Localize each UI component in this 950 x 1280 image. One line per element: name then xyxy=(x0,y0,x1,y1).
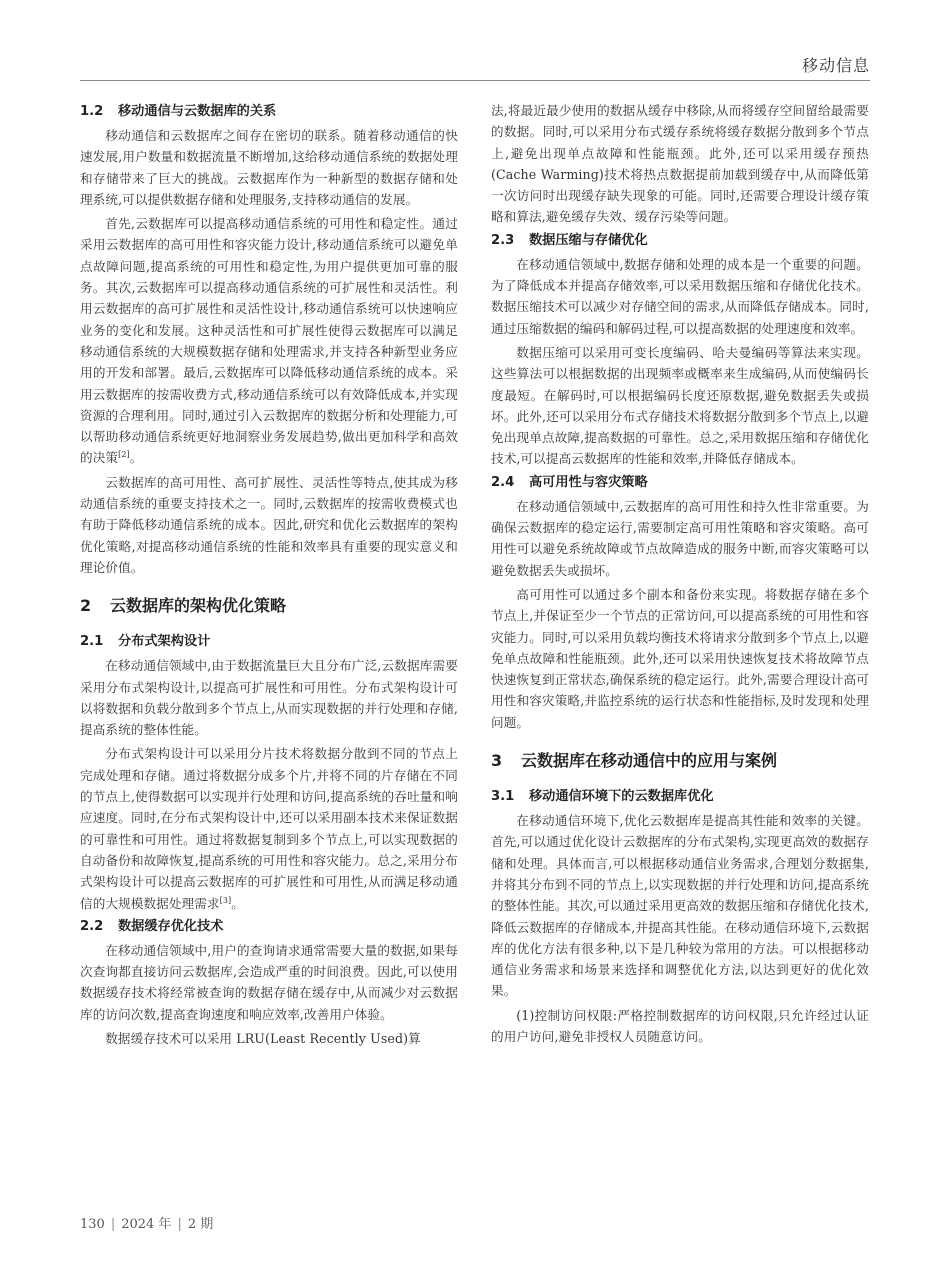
section-number: 2.3 xyxy=(491,232,515,248)
left-column xyxy=(80,100,458,1052)
section-heading-2 xyxy=(80,594,458,618)
paragraph: 在移动通信领域中,由于数据流量巨大且分布广泛,云数据库需要采用分布式架构设计,以提高可扩展性和可用性。分布式架构设计可以将数据和负载分散到多个节点上,从而实现数据的并行处理和存储,提高系统的整体性能。 xyxy=(80,658,458,738)
separator: | xyxy=(110,1217,116,1232)
footer-issue: 2 期 xyxy=(187,1217,214,1232)
section-number: 2 xyxy=(80,596,92,616)
section-number: 3 xyxy=(491,751,503,771)
paragraph: 云数据库的高可用性、高可扩展性、灵活性等特点,使其成为移动通信系统的重要支持技术之一。同时,云数据库的按需收费模式也有助于降低移动通信系统的成本。因此,研究和优化云数据库的架构优化策略,对提高移动通信系统的性能和效率具有重要的现实意义和理论价值。 xyxy=(80,474,458,575)
section-title: 云数据库在移动通信中的应用与案例 xyxy=(521,751,778,771)
paragraph-text: 分布式架构设计可以采用分片技术将数据分散到不同的节点上完成处理和存储。通过将数据分成多个片,并将不同的片存储在不同的节点上,使得数据可以实现并行处理和访问,提高系统的吞吐量和响应速度。同时,在分布式架构设计中,还可以采用副本技术来保证数据的可靠性和可用性。通过将数据复制到多个节点上,可以实现数据的自动备份和故障恢复,提高系统的可用性和容灾能力。总之,采用分布式架构设计可以提高云数据库的可扩展性和可用性,从而满足移动通信的大规模数据处理需求 xyxy=(80,746,458,911)
page-footer xyxy=(80,1213,213,1232)
section-heading-2-3 xyxy=(491,231,869,251)
section-title: 分布式架构设计 xyxy=(118,634,211,650)
section-title: 云数据库的架构优化策略 xyxy=(110,596,287,616)
section-heading-3-1 xyxy=(491,787,869,807)
page-number: 130 xyxy=(80,1217,105,1232)
citation: [2] xyxy=(118,450,130,460)
paragraph: 移动通信和云数据库之间存在密切的联系。随着移动通信的快速发展,用户数量和数据流量不断增加,这给移动通信系统的数据处理和存储带来了巨大的挑战。云数据库作为一种新型的数据存储和处理系统,可以提供数据存储和处理服务,支持移动通信的发展。 xyxy=(80,128,458,207)
paragraph: 在移动通信领域中,云数据库的高可用性和持久性非常重要。为确保云数据库的稳定运行,需要制定高可用性策略和容灾策略。高可用性可以避免系统故障或节点故障造成的服务中断,而容灾策略可以避免数据丢失或损坏。 xyxy=(491,498,869,578)
section-heading-3 xyxy=(491,749,869,773)
section-title: 移动通信环境下的云数据库优化 xyxy=(529,789,714,805)
section-heading-1-2 xyxy=(80,102,458,122)
paragraph xyxy=(80,743,458,913)
paragraph: 高可用性可以通过多个副本和备份来实现。将数据存储在多个节点上,并保证至少一个节点的正常访问,可以提高系统的可用性和容灾能力。同时,可以采用负载均衡技术将请求分散到多个节点上,以避免单点故障和性能瓶颈。此外,还可以采用快速恢复技术将故障节点快速恢复到正常状态,确保系统的稳定运行。此外,需要合理设计高可用性和容灾策略,并监控系统的运行状态和性能指标,及时发现和处理问题。 xyxy=(491,586,869,730)
paragraph: 数据缓存技术可以采用 LRU(Least Recently Used)算 xyxy=(105,1030,421,1046)
paragraph xyxy=(80,213,458,469)
section-number: 2.2 xyxy=(80,918,104,934)
punct: 。 xyxy=(129,450,143,466)
citation: [3] xyxy=(219,895,232,905)
section-number: 2.4 xyxy=(491,474,515,490)
section-number: 2.1 xyxy=(80,634,104,650)
paragraph-text: 首先,云数据库可以提高移动通信系统的可用性和稳定性。通过采用云数据库的高可用性和容灾能力设计,移动通信系统可以避免单点故障问题,提高系统的可用性和稳定性,为用户提供更加可靠的服务。其次,云数据库可以提高移动通信系统的可扩展性和灵活性。利用云数据库的高可扩展性和灵活性设计,移动通信系统可以快速响应业务的变化和发展。这种灵活性和可扩展性使得云数据库可以满足移动通信系统的大规模数据存储和处理需求,并支持各种新型业务应用的开发和部署。最后,云数据库可以降低移动通信系统的成本。采用云数据库的按需收费方式,移动通信系统可以有效降低成本,并实现资源的合理利用。同时,通过引入云数据库的数据分析和处理能力,可以帮助移动通信系统更好地洞察业务发展趋势,做出更加科学和高效的决策 xyxy=(80,216,458,466)
section-title: 数据压缩与存储优化 xyxy=(529,232,648,248)
paragraph: 数据压缩可以采用可变长度编码、哈夫曼编码等算法来实现。这些算法可以根据数据的出现频率或概率来生成编码,从而使编码长度最短。在解码时,可以根据编码长度还原数据,避免数据丢失或损坏。此外,还可以采用分布式存储技术将数据分散到多个节点上,以避免出现单点故障,提高数据的可靠性。总之,采用数据压缩和存储优化技术,可以提高云数据库的性能和效率,并降低存储成本。 xyxy=(491,344,869,467)
paragraph: 在移动通信领域中,用户的查询请求通常需要大量的数据,如果每次查询都直接访问云数据库,会造成严重的时间浪费。因此,可以使用数据缓存技术将经常被查询的数据存储在缓存中,从而减少对云数据库的访问次数,提高查询速度和响应效率,改善用户体验。 xyxy=(80,942,458,1022)
journal-name: 移动信息 xyxy=(801,56,870,75)
section-title: 高可用性与容灾策略 xyxy=(529,474,648,490)
section-title: 数据缓存优化技术 xyxy=(118,918,224,934)
section-heading-2-4 xyxy=(491,473,869,493)
section-number: 3.1 xyxy=(491,789,515,805)
section-number: 1.2 xyxy=(80,104,104,119)
paragraph: (1)控制访问权限:严格控制数据库的访问权限,只允许经过认证的用户访问,避免非授权人员随意访问。 xyxy=(491,1007,869,1044)
paragraph-continuation: 法,将最近最少使用的数据从缓存中移除,从而将缓存空间留给最需要的数据。同时,可以采用分布式缓存系统将缓存数据分散到多个节点上,避免出现单点故障和性能瓶颈。此外,还可以采用缓存预热(Cache Warming)技术将热点数据提前加载到缓存中,从而降低第一次访问时出现缓存缺失现象的可能。同时,还需要合理设计缓存策略和算法,避免缓存失效、缓存污染等问题。 xyxy=(491,103,869,225)
right-column xyxy=(491,100,869,1050)
separator: | xyxy=(177,1217,182,1232)
footer-year: 2024 年 xyxy=(121,1217,172,1232)
section-heading-2-1 xyxy=(80,632,458,652)
page-header xyxy=(80,0,870,81)
paragraph: 在移动通信环境下,优化云数据库是提高其性能和效率的关键。首先,可以通过优化设计云数据库的分布式架构,实现更高效的数据存储和处理。具体而言,可以根据移动通信业务需求,合理划分数据集,并将其分布到不同的节点上,以实现数据的并行处理和访问,提高系统的整体性能。其次,可以通过采用更高效的数据压缩和存储优化技术,降低云数据库的存储成本,并提高其性能。在移动通信环境下,云数据库的优化方法有很多种,以下是几种较为常用的方法。可以根据移动通信业务需求和场景来选择和调整优化方法,以达到更好的优化效果。 xyxy=(491,813,869,999)
section-title: 移动通信与云数据库的关系 xyxy=(118,104,277,119)
punct: 。 xyxy=(231,895,244,911)
section-heading-2-2 xyxy=(80,917,458,937)
paragraph: 在移动通信领域中,数据存储和处理的成本是一个重要的问题。为了降低成本并提高存储效率,可以采用数据压缩和存储优化技术。数据压缩技术可以减少对存储空间的需求,从而降低存储成本。同时,通过压缩数据的编码和解码过程,可以提高数据的处理速度和效率。 xyxy=(491,256,869,336)
